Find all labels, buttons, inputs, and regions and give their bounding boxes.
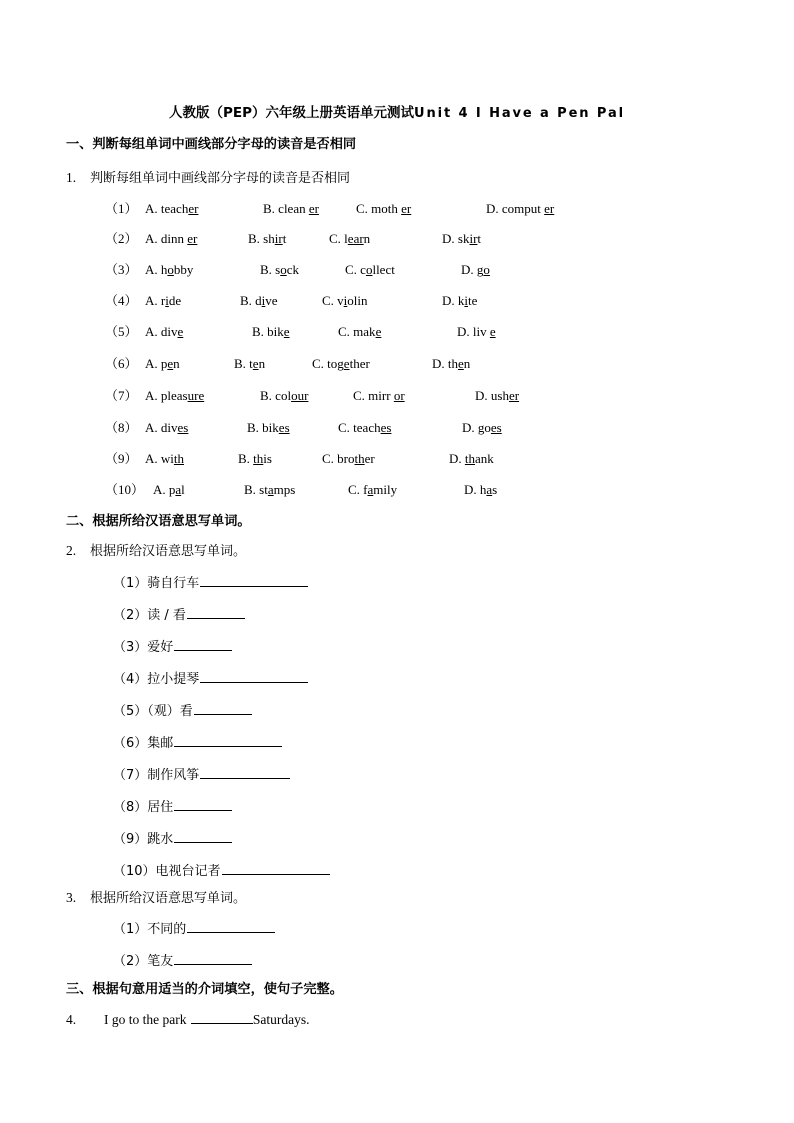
- fill-blank-item: [113, 920, 275, 938]
- fill-blank-label: 集邮: [147, 736, 174, 751]
- answer-blank[interactable]: [187, 607, 245, 619]
- question-number-2: 2.: [66, 543, 77, 558]
- fill-blank-index: （3）: [113, 640, 148, 655]
- option-c[interactable]: C. violin: [322, 293, 368, 308]
- option-b[interactable]: B. sock: [260, 262, 300, 277]
- fill-blank-label: 电视台记者: [155, 864, 221, 879]
- question-number-1: 1.: [66, 170, 77, 185]
- question-stem-3: [66, 889, 246, 908]
- sentence-post-text: Saturdays.: [252, 1012, 310, 1027]
- fill-blank-item: [113, 830, 232, 848]
- option-row-index: （7）: [105, 388, 138, 403]
- option-d[interactable]: D. goes: [462, 420, 502, 435]
- option-c[interactable]: C. family: [348, 482, 398, 497]
- fill-blank-label: 居住: [147, 800, 174, 815]
- option-c[interactable]: C. moth er: [356, 201, 412, 216]
- fill-blank-index: （10）: [113, 864, 156, 879]
- question-text-2: 根据所给汉语意思写单词。: [90, 544, 247, 559]
- fill-blank-index: （1）: [113, 922, 148, 937]
- option-row-index: （5）: [105, 324, 138, 339]
- option-row-6: [105, 355, 470, 372]
- sentence-pre-text: I go to the park: [104, 1012, 187, 1027]
- option-row-3: [105, 261, 490, 278]
- option-row-index: （2）: [105, 231, 138, 246]
- option-d[interactable]: D. kite: [442, 293, 478, 308]
- question-stem-2: [66, 542, 246, 561]
- fill-blank-item: [113, 606, 245, 624]
- option-a[interactable]: A. dinn er: [145, 231, 198, 246]
- option-d[interactable]: D. usher: [475, 388, 520, 403]
- option-row-index: （9）: [105, 451, 138, 466]
- question-stem-1: [66, 169, 350, 188]
- option-d[interactable]: D. comput er: [486, 201, 555, 216]
- question-number-4: 4.: [66, 1012, 77, 1027]
- fill-blank-item: [113, 638, 232, 656]
- option-row-index: （8）: [105, 420, 138, 435]
- option-d[interactable]: D. has: [464, 482, 498, 497]
- fill-blank-index: （8）: [113, 800, 148, 815]
- option-c[interactable]: C. learn: [329, 231, 371, 246]
- option-a[interactable]: A. pen: [145, 356, 180, 371]
- fill-blank-item: [113, 862, 330, 880]
- fill-blank-label: 不同的: [147, 922, 187, 937]
- question-text-3: 根据所给汉语意思写单词。: [90, 891, 247, 906]
- page-title-chinese: 人教版（PEP）六年级上册英语单元测试: [169, 105, 415, 121]
- option-row-10: [105, 481, 497, 498]
- option-a[interactable]: A. with: [145, 451, 185, 466]
- option-d[interactable]: D. skirt: [442, 231, 482, 246]
- option-d[interactable]: D. liv e: [457, 324, 496, 339]
- option-row-8: [105, 419, 502, 436]
- option-a[interactable]: A. ride: [145, 293, 182, 308]
- answer-blank[interactable]: [194, 703, 252, 715]
- option-row-5: [105, 323, 496, 340]
- fill-blank-item: [113, 734, 282, 752]
- option-row-index: （10）: [105, 482, 145, 497]
- sentence-completion-4: [66, 1011, 309, 1029]
- fill-blank-label: 笔友: [147, 954, 174, 969]
- option-row-2: [105, 230, 481, 247]
- option-b[interactable]: B. clean er: [263, 201, 319, 216]
- option-a[interactable]: A. dives: [145, 420, 189, 435]
- option-row-index: （3）: [105, 262, 138, 277]
- fill-blank-item: [113, 798, 232, 816]
- answer-blank[interactable]: [200, 767, 290, 779]
- option-d[interactable]: D. go: [461, 262, 490, 277]
- question-number-3: 3.: [66, 890, 77, 905]
- answer-blank[interactable]: [191, 1012, 253, 1024]
- fill-blank-index: （2）: [113, 954, 148, 969]
- option-row-1: [105, 200, 554, 217]
- fill-blank-label: 爱好: [147, 640, 174, 655]
- fill-blank-index: （1）: [113, 576, 148, 591]
- fill-blank-label: 制作风筝: [147, 768, 200, 783]
- section-heading-2: 二、根据所给汉语意思写单词。: [66, 514, 251, 529]
- fill-blank-index: （5）: [113, 704, 148, 719]
- fill-blank-item: [113, 574, 308, 592]
- option-b[interactable]: B. bikes: [247, 420, 290, 435]
- option-b[interactable]: B. dive: [240, 293, 278, 308]
- fill-blank-label: 骑自行车: [147, 576, 200, 591]
- fill-blank-item: [113, 702, 252, 720]
- fill-blank-label: 跳水: [147, 832, 174, 847]
- page-title-english: Unit 4 I Have a Pen Pal: [414, 106, 625, 121]
- answer-blank[interactable]: [174, 953, 252, 965]
- option-c[interactable]: C. mirr or: [353, 388, 405, 403]
- option-d[interactable]: D. thank: [449, 451, 494, 466]
- fill-blank-label: 拉小提琴: [147, 672, 200, 687]
- answer-blank[interactable]: [174, 735, 282, 747]
- fill-blank-label: 读 / 看: [147, 608, 186, 623]
- section-heading-3: 三、根据句意用适当的介词填空，使句子完整。: [66, 982, 343, 997]
- option-c[interactable]: C. together: [312, 356, 370, 371]
- fill-blank-item: [113, 670, 308, 688]
- fill-blank-index: （7）: [113, 768, 148, 783]
- answer-blank[interactable]: [187, 921, 275, 933]
- option-a[interactable]: A. pal: [153, 482, 185, 497]
- fill-blank-label: （观）看: [147, 704, 193, 719]
- fill-blank-index: （2）: [113, 608, 148, 623]
- answer-blank[interactable]: [174, 831, 232, 843]
- option-b[interactable]: B. stamps: [244, 482, 296, 497]
- option-a[interactable]: A. hobby: [145, 262, 194, 277]
- answer-blank[interactable]: [200, 671, 308, 683]
- option-b[interactable]: B. ten: [234, 356, 266, 371]
- fill-blank-index: （9）: [113, 832, 148, 847]
- option-b[interactable]: B. shirt: [248, 231, 287, 246]
- option-row-index: （6）: [105, 356, 138, 371]
- option-d[interactable]: D. then: [432, 356, 471, 371]
- option-c[interactable]: C. brother: [322, 451, 375, 466]
- section-heading-1: 一、判断每组单词中画线部分字母的读音是否相同: [66, 137, 357, 152]
- fill-blank-item: [113, 952, 252, 970]
- fill-blank-index: （6）: [113, 736, 148, 751]
- answer-blank[interactable]: [174, 799, 232, 811]
- question-text-1: 判断每组单词中画线部分字母的读音是否相同: [90, 171, 351, 186]
- option-a[interactable]: A. teacher: [145, 201, 199, 216]
- option-a[interactable]: A. dive: [145, 324, 184, 339]
- page-title: [0, 104, 794, 123]
- option-c[interactable]: C. teaches: [338, 420, 392, 435]
- option-b[interactable]: B. this: [238, 451, 272, 466]
- answer-blank[interactable]: [200, 575, 308, 587]
- option-row-index: （1）: [105, 201, 138, 216]
- fill-blank-index: （4）: [113, 672, 148, 687]
- answer-blank[interactable]: [222, 863, 330, 875]
- option-b[interactable]: B. colour: [260, 388, 309, 403]
- option-a[interactable]: A. pleasure: [145, 388, 205, 403]
- option-c[interactable]: C. collect: [345, 262, 395, 277]
- fill-blank-item: [113, 766, 290, 784]
- answer-blank[interactable]: [174, 639, 232, 651]
- option-b[interactable]: B. bike: [252, 324, 290, 339]
- option-row-7: [105, 387, 519, 404]
- option-c[interactable]: C. make: [338, 324, 382, 339]
- option-row-index: （4）: [105, 293, 138, 308]
- option-row-9: [105, 450, 494, 467]
- option-row-4: [105, 292, 477, 309]
